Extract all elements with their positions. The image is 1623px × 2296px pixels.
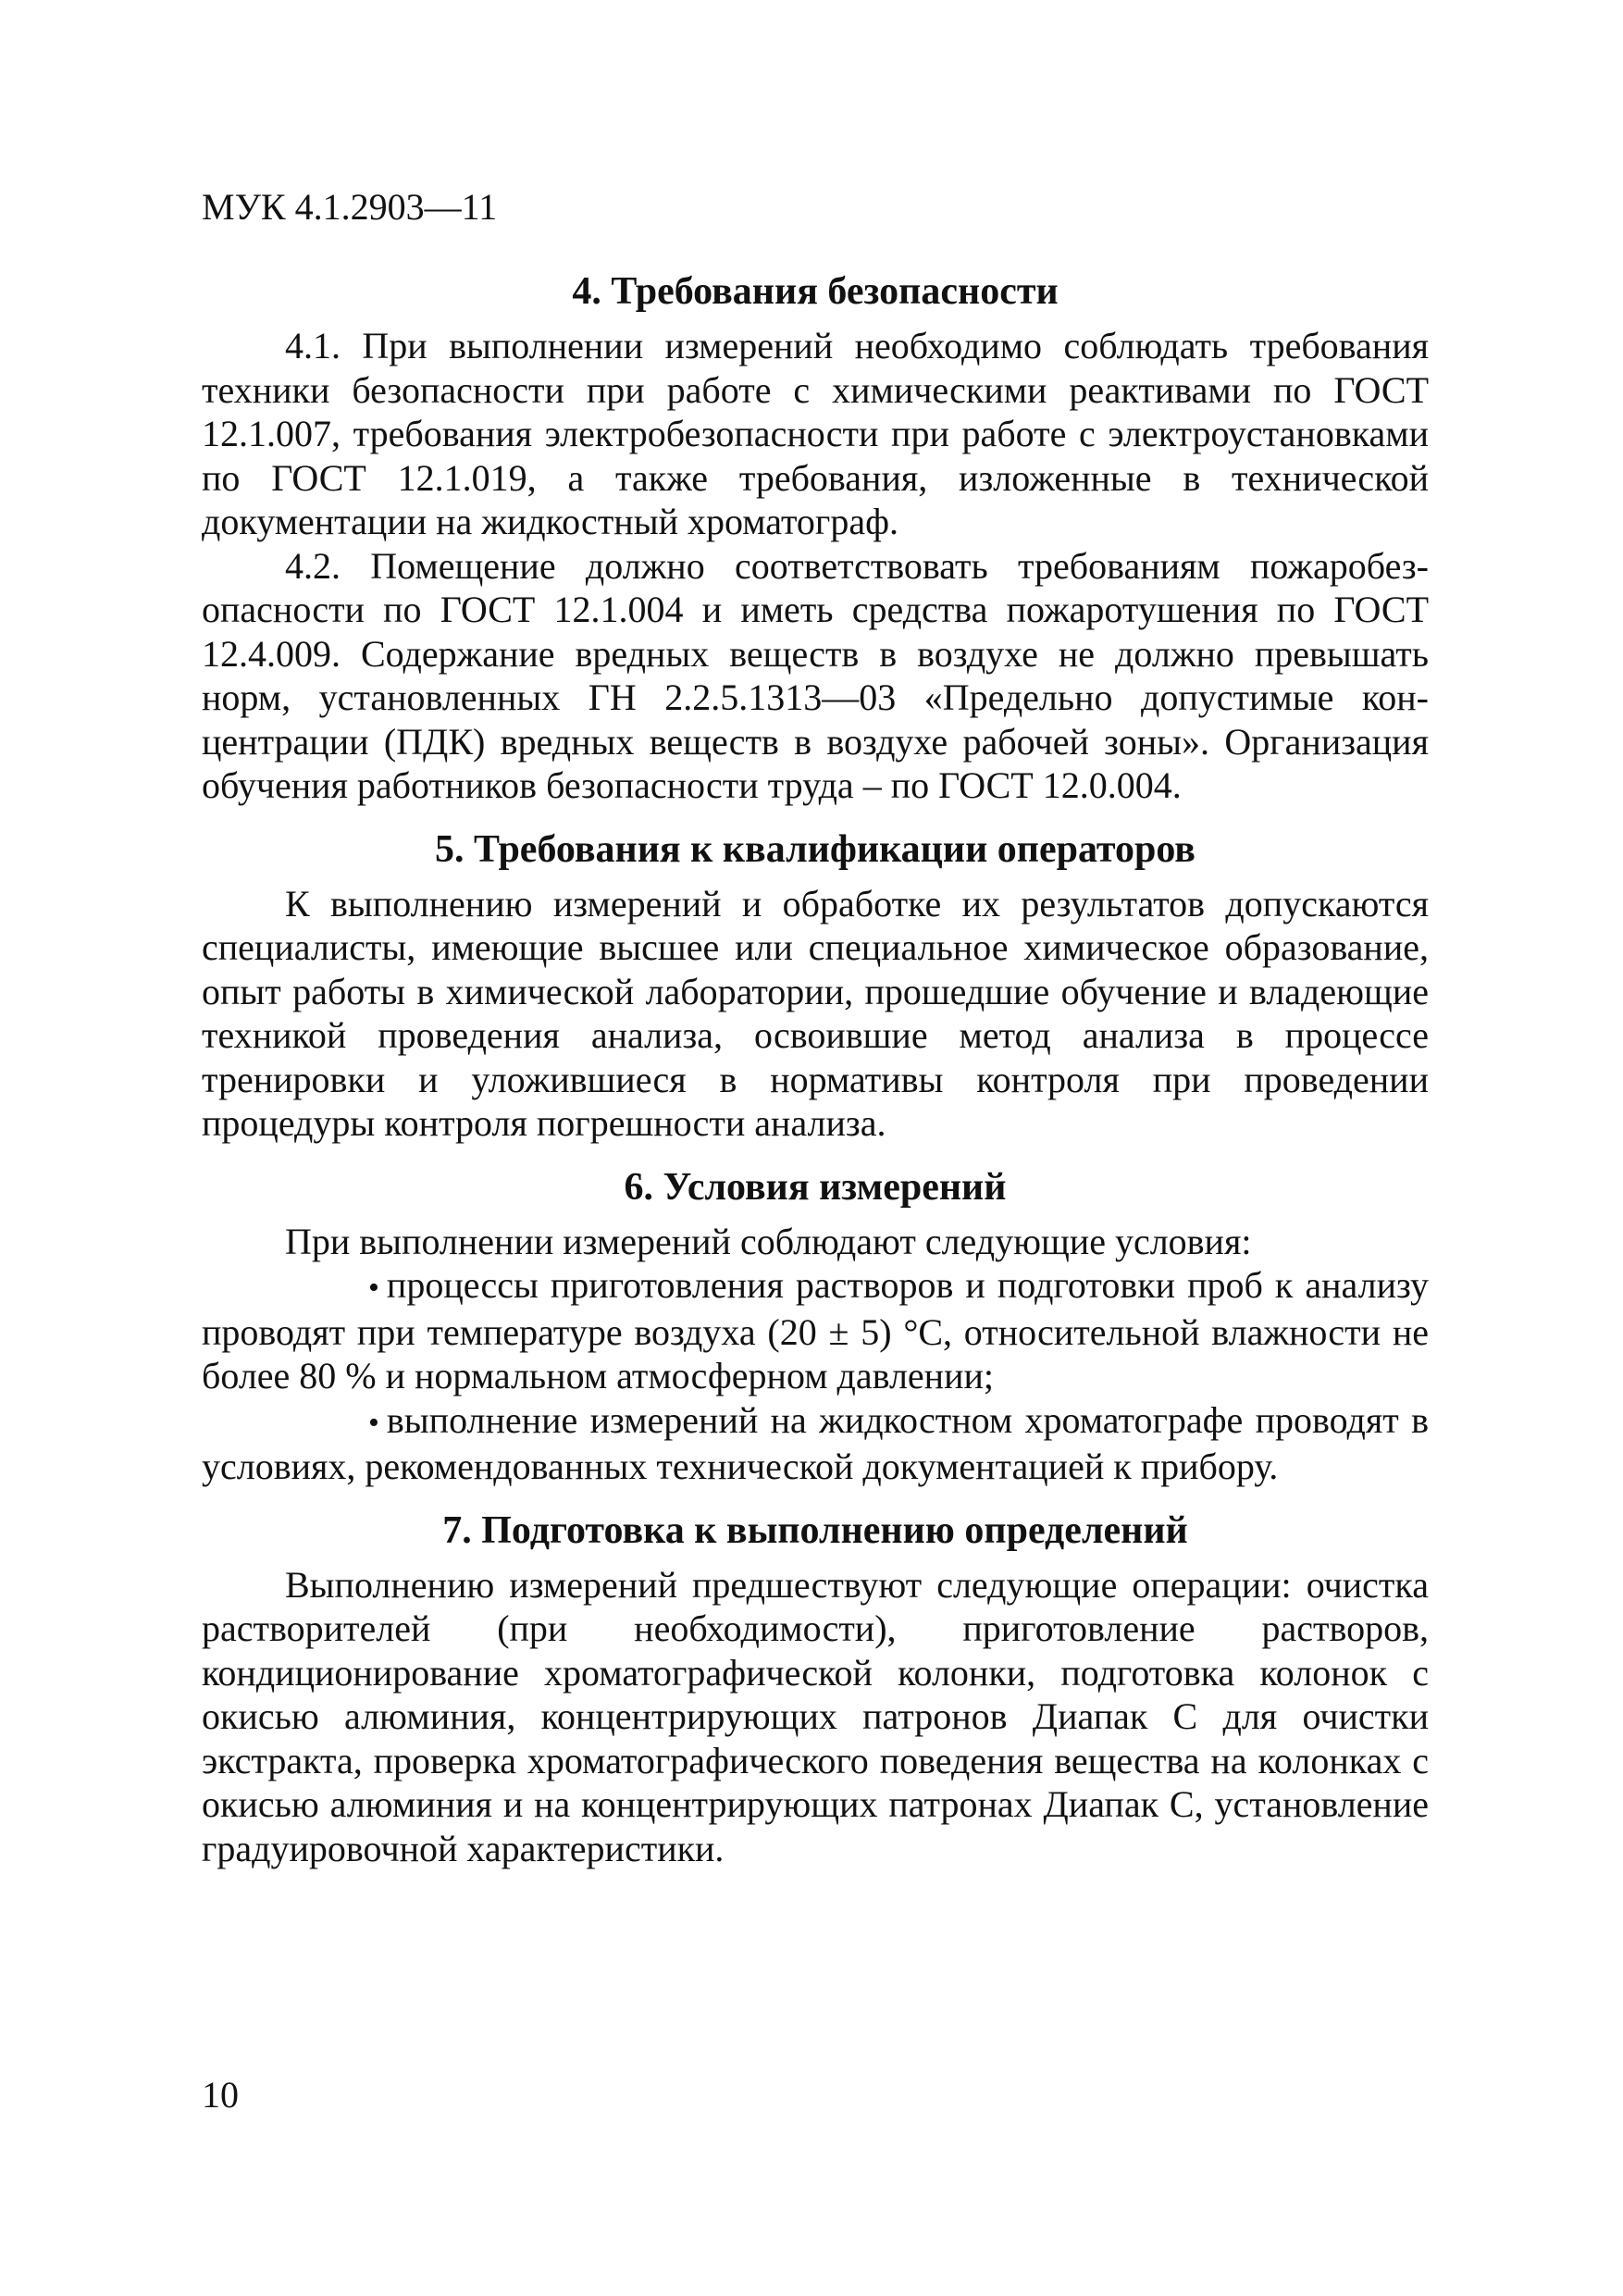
section-heading: 6. Условия измерений — [624, 1165, 1007, 1209]
section-operator-qualification — [202, 826, 1429, 1146]
paragraph: 4.2. Помещение должно соответствовать требованиям пожаробезопасности по ГОСТ 12.1.004 и иметь средства пожаротушения по ГОСТ 12.4.009. Содержание вредных веществ в воздухе не должно превышать норм, установленных ГН 2.2.5.1313—03 «Предельно допустимые концентрации (ПДК) вредных веществ в воздухе рабочей зоны». Организация обучения работников безопасности труда – по ГОСТ 12.0.004. — [202, 544, 1429, 806]
bullet-item — [202, 1263, 1429, 1398]
paragraph: При выполнении измерений соблюдают следующие условия: — [285, 1220, 1252, 1262]
page-body — [202, 268, 1429, 1889]
paragraph: 4.1. При выполнении измерений необходимо соблюдать требования техники безопасности при работе с химическими реактивами по ГОСТ 12.1.007, требования электробезопасности при работе с электроустановками по ГОСТ 12.1.019, а также требования, изложенные в технической документации на жидкостный хроматограф. — [202, 325, 1429, 542]
paragraph: Выполнению измерений предшествуют следующие операции: очистка растворителей (при необходимости), приготовление растворов, кондиционирование хроматографической колонки, подготовка колонок с окисью алюминия, концентрирующих патронов Диапак С для очистки экстракта, проверка хроматографического поведения вещества на колонках с окисью алюминия и на концентрирующих патронах Диапак С, установление градуировочной характеристики. — [202, 1563, 1429, 1869]
bullet-item — [202, 1398, 1429, 1489]
section-safety-requirements — [202, 268, 1429, 808]
section-measurement-conditions — [202, 1164, 1429, 1489]
bullet-icon: • — [368, 1405, 379, 1440]
paragraph: К выполнению измерений и обработке их результатов допускаются специалисты, имеющие высшее или специальное химическое образование, опыт работы в химической лаборатории, прошедшие обучение и владеющие техникой проведения анализа, освоившие метод анализа в процессе тренировки и уложившиеся в нормативы контроля при проведении процедуры контроля погрешности анализа. — [202, 882, 1429, 1144]
section-preparation — [202, 1508, 1429, 1871]
bullet-text: выполнение измерений на жидкостном хроматографе проводят в условиях, рекомендованных технической документацией к прибору. — [202, 1398, 1429, 1487]
bullet-icon: • — [368, 1271, 379, 1305]
running-header: МУК 4.1.2903—11 — [202, 186, 498, 228]
bullet-text: процессы приготовления растворов и подготовки проб к анализу проводят при температуре воздуха (20 ± 5) °С, относительной влажности не более 80 % и нормальном атмосферном давлении; — [202, 1264, 1429, 1396]
section-heading: 7. Подготовка к выполнению определений — [442, 1508, 1188, 1552]
section-heading: 5. Требования к квалификации операторов — [435, 827, 1196, 871]
section-heading: 4. Требования безопасности — [572, 270, 1059, 313]
page-number: 10 — [202, 2074, 239, 2116]
